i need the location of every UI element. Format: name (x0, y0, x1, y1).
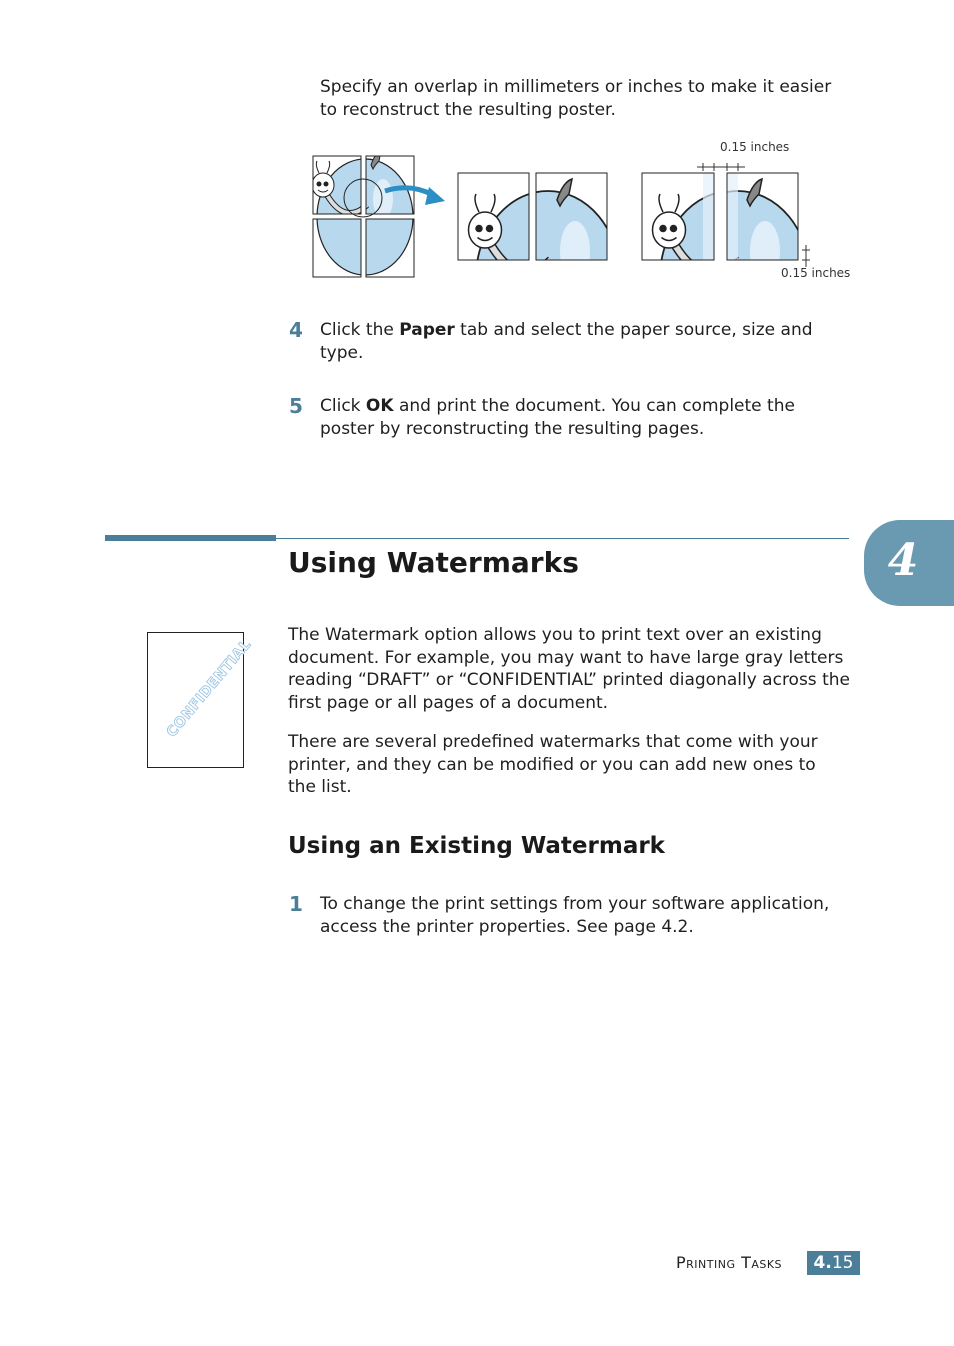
watermark-sample-text: CONFIDENTIAL (163, 636, 255, 741)
step-number: 1 (289, 892, 303, 916)
watermark-intro-paragraph: The Watermark option allows you to print text over an existing document. For example, you may want to have large gray letters reading “DRAFT” or “CONFIDENTIAL” printed diagonally across the first page or all pages of a document. (288, 625, 850, 713)
section-rule-thin (276, 538, 849, 539)
step-number: 4 (289, 318, 303, 342)
page-number: 15 (831, 1253, 854, 1273)
ok-button-name: OK (365, 396, 394, 416)
poster-overlap-illustration (305, 135, 865, 285)
section-rule-thick (105, 535, 276, 541)
step-number: 5 (289, 394, 303, 418)
page-chapter: 4. (813, 1253, 832, 1273)
intro-paragraph: Specify an overlap in millimeters or inches to make it easier to reconstruct the resulting poster. (320, 77, 832, 120)
paper-tab-name: Paper (399, 320, 455, 340)
section-title: Using Watermarks (288, 546, 579, 579)
chapter-number: 4 (887, 535, 919, 586)
watermark-sample-page (147, 632, 255, 768)
overlap-bottom-label: 0.15 inches (781, 266, 851, 280)
step-5-text: Click OK and print the document. You can complete the poster by reconstructing the resulting pages. (320, 396, 795, 439)
watermark-predefined-paragraph: There are several predefined watermarks that come with your printer, and they can be modified or you can add new ones to the list. (288, 732, 818, 797)
poster-split-grid (312, 151, 414, 277)
page-number-badge (807, 1251, 860, 1275)
step-4-text: Click the Paper tab and select the paper source, size and type. (320, 320, 813, 363)
enlarged-pages (458, 173, 620, 285)
overlap-top-label: 0.15 inches (720, 140, 790, 154)
step-1-text: To change the print settings from your software application, access the printer properties. See page 4.2. (320, 894, 830, 937)
footer-section-label: Printing Tasks (676, 1253, 783, 1272)
subsection-title: Using an Existing Watermark (288, 833, 665, 859)
